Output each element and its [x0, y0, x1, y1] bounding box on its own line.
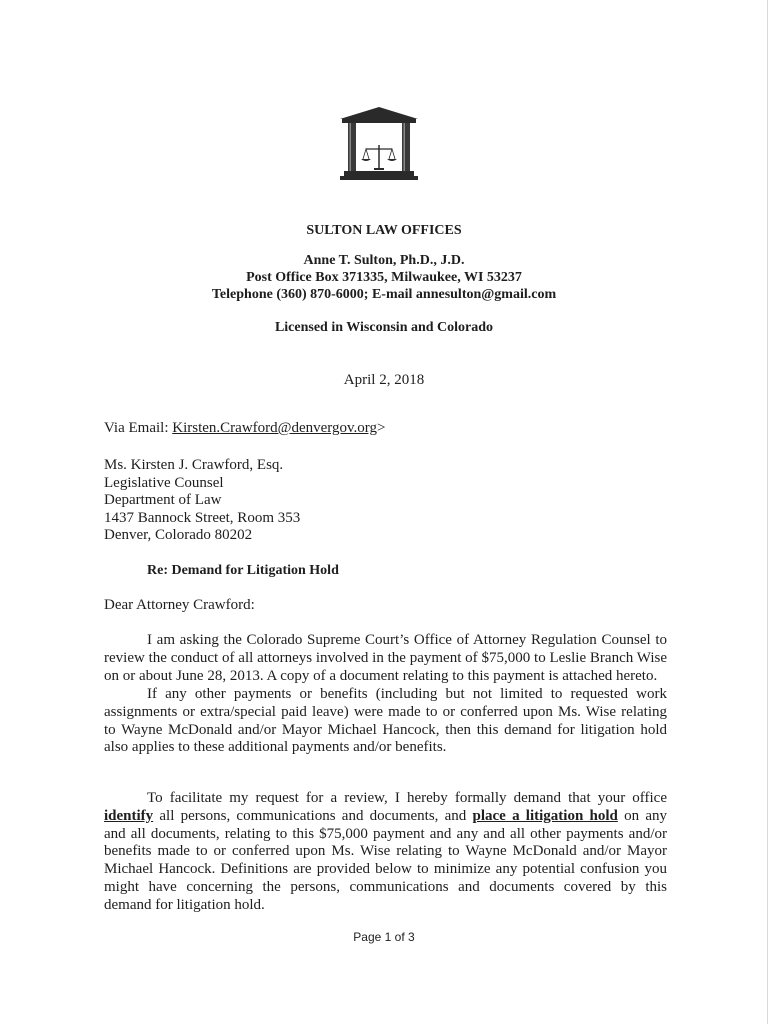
identify-emphasis: identify — [104, 807, 154, 824]
subject-line: Re: Demand for Litigation Hold — [147, 563, 339, 578]
paragraph-1-line: review the conduct of all attorneys involved in the payment of $75,000 to Leslie Branch Wise — [104, 649, 667, 666]
paragraph-1-line: I am asking the Colorado Supreme Court’s Office of Attorney Regulation Counsel to — [147, 632, 667, 648]
paragraph-2-line: also applies to these additional payments and/or benefits. — [104, 739, 447, 756]
firm-name: SULTON LAW OFFICES — [306, 223, 462, 238]
attorney-name: Anne T. Sulton, Ph.D., J.D. — [303, 253, 465, 268]
via-email-line — [104, 420, 385, 438]
paragraph-1-line: on or about June 28, 2013. A copy of a document relating to this payment is attached hereto. — [104, 667, 658, 684]
paragraph-3-line: might have concerning the persons, communications and documents covered by this — [104, 878, 667, 895]
paragraph-3-line: and all documents, relating to this $75,000 payment and any and all other payments and/or — [104, 825, 667, 842]
courthouse-scales-logo-icon — [336, 105, 422, 181]
via-prefix: Via Email: — [104, 420, 173, 436]
recipient-department: Department of Law — [104, 492, 222, 508]
recipient-city: Denver, Colorado 80202 — [104, 527, 253, 543]
paragraph-2 — [104, 686, 667, 757]
paragraph-2-line: assignments or extra/special paid leave) were made to or conferred upon Ms. Wise relating — [104, 703, 667, 720]
license-line: Licensed in Wisconsin and Colorado — [274, 320, 494, 335]
recipient-email-link[interactable]: Kirsten.Crawford@denvergov.org — [172, 420, 377, 436]
paragraph-3-text: all persons, communications and documents, and — [153, 807, 473, 824]
paragraph-3-line: benefits made to or conferred upon Ms. Wise relating to Wayne McDonald and/or Mayor — [104, 843, 667, 860]
paragraph-3-line: Michael Hancock. Definitions are provided below to minimize any potential confusion you — [104, 861, 667, 878]
page-number: Page 1 of 3 — [353, 930, 415, 944]
via-suffix: > — [377, 420, 386, 436]
letter-date: April 2, 2018 — [343, 372, 425, 388]
paragraph-3 — [104, 790, 667, 915]
paragraph-3-line — [104, 808, 667, 826]
recipient-name: Ms. Kirsten J. Crawford, Esq. — [104, 457, 284, 473]
paragraph-2-line: to Wayne McDonald and/or Mayor Michael Hancock, then this demand for litigation hold — [104, 721, 667, 738]
firm-address: Post Office Box 371335, Milwaukee, WI 53237 — [246, 270, 522, 285]
recipient-title: Legislative Counsel — [104, 475, 224, 491]
paragraph-2-line: If any other payments or benefits (including but not limited to requested work — [147, 686, 667, 702]
paragraph-3-line: demand for litigation hold. — [104, 896, 265, 913]
paragraph-3-text: on any — [617, 807, 667, 824]
salutation: Dear Attorney Crawford: — [104, 597, 255, 613]
recipient-street: 1437 Bannock Street, Room 353 — [104, 510, 301, 526]
firm-contact: Telephone (360) 870-6000; E-mail annesulton@gmail.com — [211, 287, 557, 302]
paragraph-3-line: To facilitate my request for a review, I hereby formally demand that your office — [147, 790, 667, 806]
paragraph-1 — [104, 632, 667, 685]
litigation-hold-emphasis: place a litigation hold — [472, 807, 618, 824]
